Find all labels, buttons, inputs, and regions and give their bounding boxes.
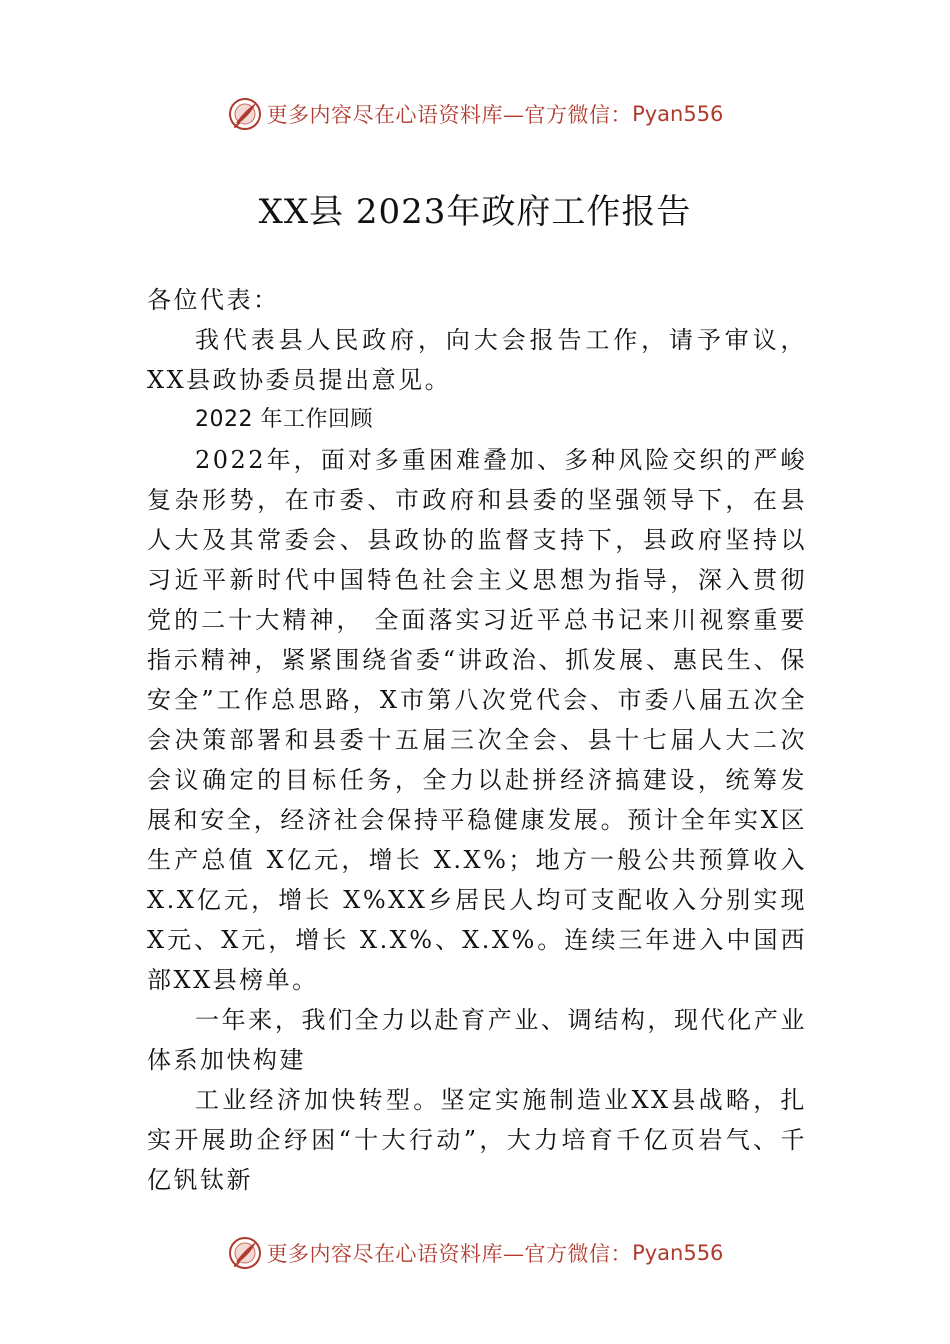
body-paragraph-2: 一年来，我们全力以赴育产业、调结构，现代化产业体系加快构建 xyxy=(147,1006,807,1074)
body-paragraph-1: 2022年，面对多重困难叠加、多种风险交织的严峻复杂形势，在市委、市政府和县委的坚强领导下，在县人大及其常委会、县政协的监督支持下，县政府坚持以习近平新时代中国特色社会主义思想为指导，深入贯彻党的二十大精神， 全面落实习近平总书记来川视察重要指示精神，紧紧围绕省委“讲政治、抓发展、惠民生、保安全”工作总思路，X市第八次党代会、市委八届五次全会决策部署和县委十五届三次全会、县十七届人大二次会议确定的目标任务，全力以赴拼经济搞建设，统筹发展和安全，经济社会保持平稳健康发展。预计全年实X区生产总值 X亿元，增长 X.X%；地方一般公共预算收入 X.X亿元，增长 X%XX乡居民人均可支配收入分别实现 X元、X元，增长 X.X%、X.X%。连续三年进入中国西部XX县榜单。 xyxy=(147,446,807,994)
banner-text: 更多内容尽在心语资料库—官方微信： xyxy=(266,103,633,127)
header-watermark-banner xyxy=(0,92,950,136)
banner-wechat-id: Pyan556 xyxy=(632,1241,724,1265)
salutation: 各位代表： xyxy=(147,286,280,314)
document-title: XX县 2023年政府工作报告 xyxy=(258,192,692,232)
footer-watermark-banner xyxy=(0,1231,950,1275)
body-paragraph-3: 工业经济加快转型。坚定实施制造业XX县战略，扎实开展助企纾困“十大行动”，大力培育千亿页岩气、千亿钒钛新 xyxy=(147,1086,807,1194)
quill-logo-icon xyxy=(227,96,263,132)
banner-wechat-id: Pyan556 xyxy=(632,102,724,126)
banner-text: 更多内容尽在心语资料库—官方微信： xyxy=(266,1242,633,1266)
intro-paragraph: 我代表县人民政府，向大会报告工作，请予审议，XX县政协委员提出意见。 xyxy=(147,326,807,394)
section-heading: 2022 年工作回顾 xyxy=(195,407,373,432)
document-body xyxy=(147,280,807,1200)
quill-logo-icon xyxy=(227,1235,263,1271)
